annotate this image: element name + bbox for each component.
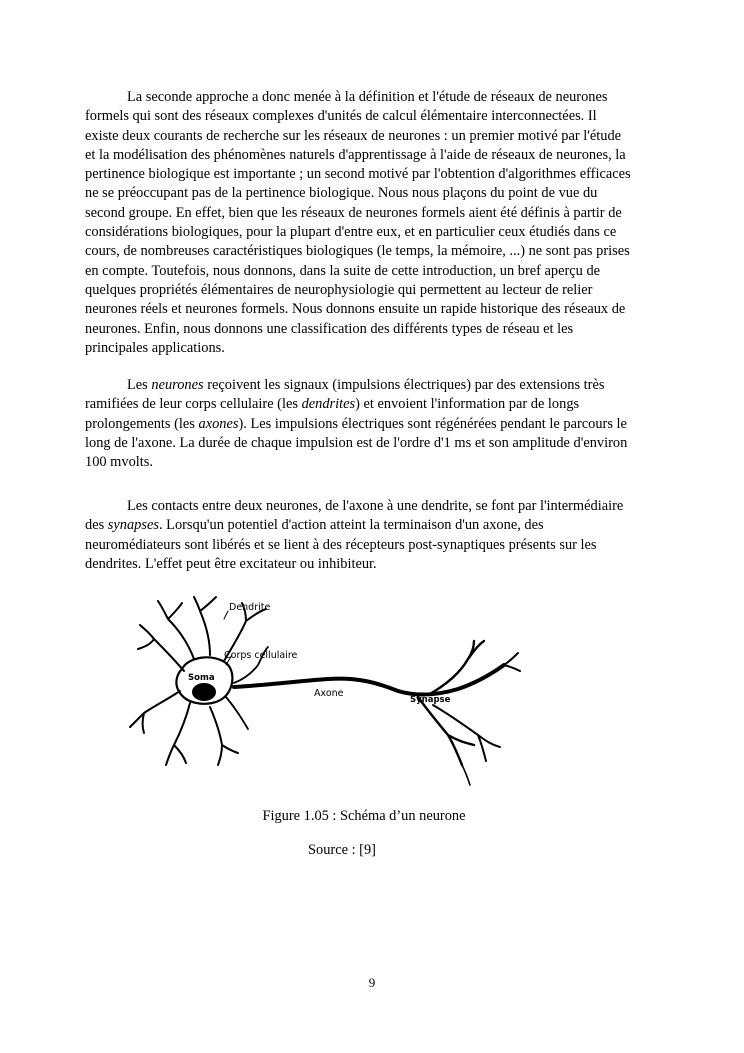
text-segment: des [85, 517, 108, 534]
text-segment: neurones. Enfin, nous donnons une classification des différents types de réseau et les [85, 320, 574, 337]
text-segment: en compte. Toutefois, nous donnons, dans la suite de cette introduction, un bref aperçu de [85, 262, 601, 279]
neuron-diagram [128, 595, 522, 791]
dendrite-branch [226, 697, 248, 729]
text-segment: considérations biologiques, pour la plupart d'entre eux, et en particulier ceux étudiés dans ce [85, 224, 617, 241]
dendrite-branch [166, 703, 190, 765]
dendrite-branch [138, 625, 184, 671]
italic-term: axones [198, 415, 239, 432]
text-segment: formels qui sont des réseaux complexes d'unités de calcul élémentaire interconnectées. Il [85, 108, 597, 125]
text-segment: neuromédiateurs sont libérés et se lient à des récepteurs post-synaptiques présents sur les [85, 536, 597, 553]
text-segment: Les contacts entre deux neurones, de l'axone à une dendrite, se font par l'intermédiaire [127, 498, 624, 514]
text-segment: . Lorsqu'un potentiel d'action atteint la terminaison d'un axone, des [158, 517, 544, 534]
text-line [85, 127, 655, 146]
text-segment: ). Les impulsions électriques sont régénérées pendant le parcours le [238, 415, 627, 432]
dendrite-branch [130, 691, 180, 733]
label-soma: Soma [188, 673, 215, 683]
text-line [85, 223, 655, 242]
text-line [85, 395, 655, 414]
neuron-figure [128, 595, 522, 791]
text-line [85, 107, 655, 126]
page-number: 9 [368, 975, 376, 990]
text-line [85, 88, 655, 107]
text-segment: dendrites. L'effet peut être excitateur ou inhibiteur. [85, 555, 377, 572]
text-line [85, 536, 655, 555]
text-segment: 100 mvolts. [85, 454, 153, 471]
text-segment: prolongements (les [85, 415, 199, 432]
text-segment: long de l'axone. La durée de chaque impulsion est de l'ordre d'1 ms et son amplitude d'environ [85, 434, 628, 451]
text-line [85, 242, 655, 261]
italic-term: neurones [151, 377, 204, 393]
paragraph-synapses [85, 497, 655, 574]
text-line [85, 204, 655, 223]
dendrite-branch [158, 601, 194, 659]
text-segment: existe deux courants de recherche sur les réseaux de neurones : un premier motivé par l'étude [85, 127, 622, 144]
text-line [85, 281, 655, 300]
text-line [85, 497, 655, 516]
label-axone: Axone [314, 688, 344, 699]
label-synapse: Synapse [410, 695, 451, 705]
text-line [85, 516, 655, 535]
label-dendrite: Dendrite [229, 602, 271, 613]
text-line [85, 434, 655, 453]
text-line [85, 376, 655, 395]
text-segment: neurones réels et neurones formels. Nous donnons ensuite un rapide historique des réseaux de [85, 301, 626, 318]
soma-nucleus [192, 683, 216, 701]
text-line [85, 339, 655, 358]
text-line [85, 320, 655, 339]
text-line [85, 262, 655, 281]
figure-source: Source : [9] [308, 842, 376, 858]
text-line [85, 415, 655, 434]
axon [234, 665, 504, 695]
text-line [85, 165, 655, 184]
paragraph-neurones [85, 376, 655, 472]
axon-terminal [462, 765, 470, 785]
text-line [85, 555, 655, 574]
axon-terminal [433, 705, 500, 761]
text-line [85, 300, 655, 319]
figure-caption: Figure 1.05 : Schéma d’un neurone [262, 808, 466, 824]
text-segment: ramifiées de leur corps cellulaire (les [85, 396, 302, 413]
text-segment: reçoivent les signaux (impulsions électriques) par des extensions très [203, 377, 605, 393]
text-segment: ne se préoccupant pas de la pertinence biologique. Nous nous plaçons du point de vue du [85, 185, 598, 202]
text-segment: principales applications. [85, 339, 225, 356]
text-segment: ) et envoient l'information par de longs [355, 396, 580, 413]
axon-terminal [504, 653, 520, 671]
axon-terminal [428, 641, 484, 695]
italic-term: synapses [107, 517, 159, 534]
text-line [85, 184, 655, 203]
axon-terminal [418, 697, 474, 765]
paragraph-intro [85, 88, 655, 358]
text-segment: second groupe. En effet, bien que les réseaux de neurones formels aient été définis à partir de [85, 204, 622, 221]
text-segment: pertinence biologique est importante ; un second motivé par l'obtention d'algorithmes efficaces [85, 166, 631, 183]
label-leader [224, 611, 228, 619]
italic-term: dendrites [301, 396, 356, 413]
text-line [85, 453, 655, 472]
text-line [85, 146, 655, 165]
text-segment: Les [127, 377, 152, 393]
text-segment: et la modélisation des phénomènes naturels d'apprentissage à l'aide de réseaux de neurones, la [85, 146, 626, 163]
text-segment: La seconde approche a donc menée à la définition et l'étude de réseaux de neurones [127, 89, 608, 105]
label-corps-cellulaire: Corps cellulaire [224, 650, 298, 661]
text-segment: quelques propriétés élémentaires de neurophysiologie qui permettent au lecteur de relier [85, 281, 593, 298]
dendrite-branch [194, 597, 216, 655]
text-segment: cours, de nombreuses caractéristiques biologiques (le temps, la mémoire, ...) ne sont pas prises [85, 243, 630, 260]
dendrite-branch [210, 707, 238, 765]
